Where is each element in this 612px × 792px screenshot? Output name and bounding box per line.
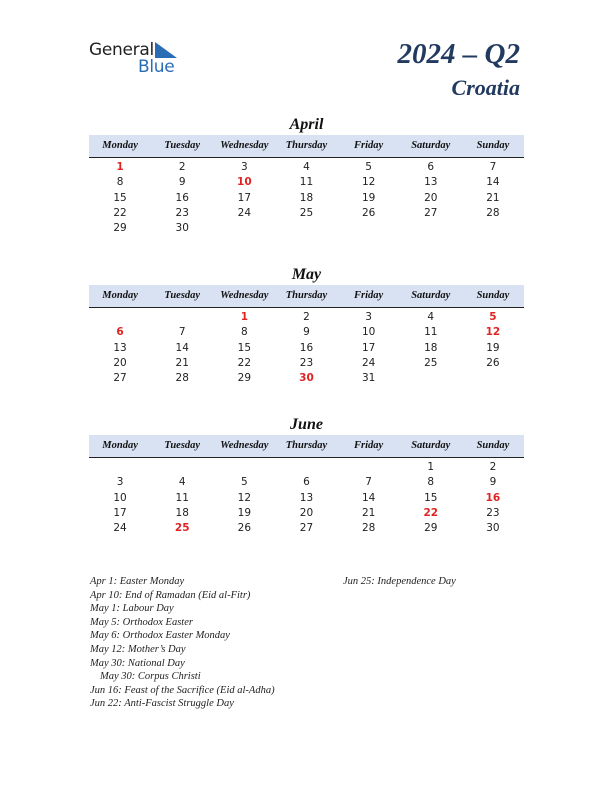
day-cell	[400, 221, 462, 236]
day-cell: 11	[175, 491, 189, 504]
day-cell: 24	[237, 206, 252, 219]
day-cell	[213, 221, 275, 236]
day-cell: 23	[299, 356, 314, 369]
holiday-day-cell: 1	[116, 161, 124, 173]
day-cell: 16	[175, 191, 189, 204]
day-cell: 26	[486, 356, 500, 369]
day-cell: 14	[361, 491, 376, 504]
holiday-notes-right	[343, 575, 543, 589]
day-cell: 8	[241, 326, 248, 339]
holiday-note: May 6: Orthodox Easter Monday	[90, 630, 230, 642]
week-row	[89, 521, 524, 536]
holiday-note: May 30: National Day	[90, 657, 185, 669]
day-cell: 30	[175, 222, 189, 235]
weekday-label: Friday	[354, 140, 384, 151]
day-cell: 17	[361, 341, 376, 354]
day-cell: 4	[303, 161, 310, 173]
weekday-label: Monday	[102, 290, 138, 301]
day-cell: 28	[175, 372, 189, 385]
holiday-note: May 12: Mother’s Day	[90, 643, 186, 655]
day-cell	[151, 310, 213, 325]
logo-word-blue: Blue	[138, 57, 175, 77]
holiday-note: Jun 22: Anti-Fascist Struggle Day	[90, 698, 234, 710]
day-cell: 13	[424, 176, 438, 189]
day-cell: 15	[237, 341, 252, 354]
month-name: May	[291, 266, 322, 283]
day-cell: 23	[486, 506, 500, 519]
day-cell: 19	[237, 506, 252, 519]
day-cell: 9	[178, 176, 186, 189]
day-cell: 28	[486, 206, 500, 219]
day-cell: 8	[116, 176, 124, 189]
logo-word-general: General	[89, 40, 154, 60]
day-cell: 4	[427, 311, 435, 323]
day-cell: 22	[237, 356, 252, 369]
week-row	[89, 191, 524, 206]
day-cell	[275, 221, 337, 236]
day-cell	[89, 310, 151, 325]
day-cell: 24	[361, 356, 376, 369]
day-cell: 7	[489, 161, 497, 173]
day-cell: 30	[486, 522, 500, 535]
day-cell: 20	[113, 356, 127, 369]
holiday-day-cell: 30	[299, 372, 314, 385]
weekday-label: Wednesday	[220, 290, 269, 301]
day-cell: 18	[299, 191, 314, 204]
holiday-note: Jun 16: Feast of the Sacrifice (Eid al-Adha)	[90, 684, 275, 696]
holiday-note: May 5: Orthodox Easter	[90, 616, 193, 628]
weekday-label: Saturday	[411, 440, 451, 451]
day-cell: 9	[303, 326, 310, 339]
weekday-label: Friday	[354, 440, 384, 451]
holiday-day-cell: 10	[237, 176, 252, 189]
day-cell: 28	[361, 522, 376, 535]
holiday-day-cell: 6	[116, 326, 124, 339]
week-row	[89, 371, 524, 386]
day-cell: 18	[175, 506, 189, 519]
day-cell: 2	[489, 461, 497, 473]
day-cell: 24	[113, 522, 127, 535]
day-cell: 6	[303, 476, 310, 489]
day-cell	[338, 221, 400, 236]
day-cell: 18	[424, 341, 438, 354]
weekday-label: Monday	[102, 440, 138, 451]
day-cell: 29	[424, 522, 438, 535]
weekday-label: Sunday	[476, 440, 510, 451]
holiday-note: Jun 25: Independence Day	[343, 576, 456, 587]
day-cell: 25	[299, 206, 314, 219]
day-cell: 11	[424, 326, 438, 339]
day-cell: 3	[116, 476, 124, 489]
weeks-grid	[89, 308, 524, 386]
week-row	[89, 310, 524, 325]
day-cell: 7	[365, 476, 372, 489]
day-cell: 4	[178, 476, 186, 489]
weekday-label: Thursday	[285, 140, 328, 151]
holiday-day-cell: 1	[240, 311, 248, 323]
day-cell: 26	[361, 206, 376, 219]
holiday-day-cell: 25	[174, 522, 190, 535]
holiday-day-cell: 16	[485, 491, 501, 504]
weekday-label: Monday	[102, 140, 138, 151]
week-row	[89, 160, 524, 175]
day-cell: 29	[113, 222, 127, 235]
week-row	[89, 475, 524, 490]
weekday-label: Wednesday	[220, 440, 269, 451]
day-cell: 20	[299, 506, 314, 519]
day-cell: 2	[178, 161, 186, 173]
weekday-label: Wednesday	[220, 140, 269, 151]
day-cell: 5	[365, 161, 372, 173]
day-cell	[89, 460, 151, 475]
holiday-note: May 1: Labour Day	[90, 603, 174, 615]
day-cell: 25	[424, 356, 438, 369]
holiday-note: May 30: Corpus Christi	[100, 671, 201, 683]
weekday-header-row	[89, 435, 524, 458]
weekday-label: Tuesday	[164, 440, 201, 451]
day-cell: 31	[361, 372, 376, 385]
day-cell	[151, 460, 213, 475]
week-row	[89, 206, 524, 221]
page-title: 2024 – Q2	[397, 38, 520, 70]
weekday-label: Tuesday	[164, 290, 201, 301]
week-row	[89, 175, 524, 190]
week-row	[89, 341, 524, 356]
day-cell	[462, 221, 524, 236]
weekday-label: Saturday	[411, 140, 451, 151]
day-cell: 9	[489, 476, 497, 489]
day-cell: 17	[237, 191, 252, 204]
weekday-label: Thursday	[285, 440, 328, 451]
day-cell: 6	[427, 161, 435, 173]
day-cell: 12	[237, 491, 252, 504]
weekday-label: Sunday	[476, 290, 510, 301]
weekday-label: Tuesday	[164, 140, 201, 151]
weeks-grid	[89, 458, 524, 536]
holiday-day-cell: 22	[423, 506, 439, 519]
day-cell: 3	[241, 161, 248, 173]
day-cell: 27	[424, 206, 438, 219]
day-cell	[400, 371, 462, 386]
day-cell: 14	[486, 176, 500, 189]
weekday-label: Thursday	[285, 290, 328, 301]
holiday-note: Apr 10: End of Ramadan (Eid al-Fitr)	[90, 589, 251, 601]
day-cell: 5	[241, 476, 248, 489]
day-cell: 20	[424, 191, 438, 204]
holiday-day-cell: 12	[485, 326, 501, 339]
month-june	[89, 415, 524, 536]
day-cell: 7	[178, 326, 186, 339]
logo-flag-icon	[155, 42, 177, 58]
holiday-day-cell: 5	[489, 311, 497, 323]
day-cell: 12	[361, 176, 376, 189]
day-cell: 21	[175, 356, 189, 369]
day-cell: 2	[303, 311, 310, 323]
holiday-notes-left	[90, 575, 340, 711]
week-row	[89, 460, 524, 475]
week-row	[89, 325, 524, 340]
day-cell: 14	[175, 341, 189, 354]
day-cell: 15	[424, 491, 438, 504]
day-cell: 27	[113, 372, 127, 385]
month-april	[89, 115, 524, 236]
month-may	[89, 265, 524, 386]
weekday-label: Saturday	[411, 290, 451, 301]
week-row	[89, 506, 524, 521]
day-cell: 29	[237, 372, 252, 385]
weekday-header-row	[89, 135, 524, 158]
day-cell: 23	[175, 206, 189, 219]
day-cell: 3	[365, 311, 372, 323]
week-row	[89, 491, 524, 506]
weeks-grid	[89, 158, 524, 236]
day-cell: 21	[361, 506, 376, 519]
day-cell: 8	[427, 476, 435, 489]
day-cell: 1	[427, 461, 435, 473]
week-row	[89, 221, 524, 236]
week-row	[89, 356, 524, 371]
day-cell: 16	[299, 341, 314, 354]
day-cell: 11	[299, 176, 314, 189]
day-cell: 13	[113, 341, 127, 354]
holiday-note: Apr 1: Easter Monday	[90, 576, 185, 587]
day-cell: 15	[113, 191, 127, 204]
day-cell: 10	[361, 326, 376, 339]
day-cell: 19	[361, 191, 376, 204]
day-cell: 22	[113, 206, 127, 219]
day-cell: 13	[299, 491, 314, 504]
logo	[89, 40, 189, 80]
day-cell	[338, 460, 400, 475]
day-cell: 10	[113, 491, 127, 504]
month-name: April	[289, 116, 324, 133]
day-cell: 26	[237, 522, 252, 535]
weekday-label: Friday	[354, 290, 384, 301]
day-cell: 21	[486, 191, 500, 204]
month-name: June	[290, 416, 323, 433]
day-cell: 27	[299, 522, 314, 535]
day-cell: 17	[113, 506, 127, 519]
country-name: Croatia	[451, 75, 520, 100]
day-cell	[275, 460, 337, 475]
day-cell: 19	[486, 341, 500, 354]
weekday-label: Sunday	[476, 140, 510, 151]
weekday-header-row	[89, 285, 524, 308]
day-cell	[462, 371, 524, 386]
day-cell	[213, 460, 275, 475]
